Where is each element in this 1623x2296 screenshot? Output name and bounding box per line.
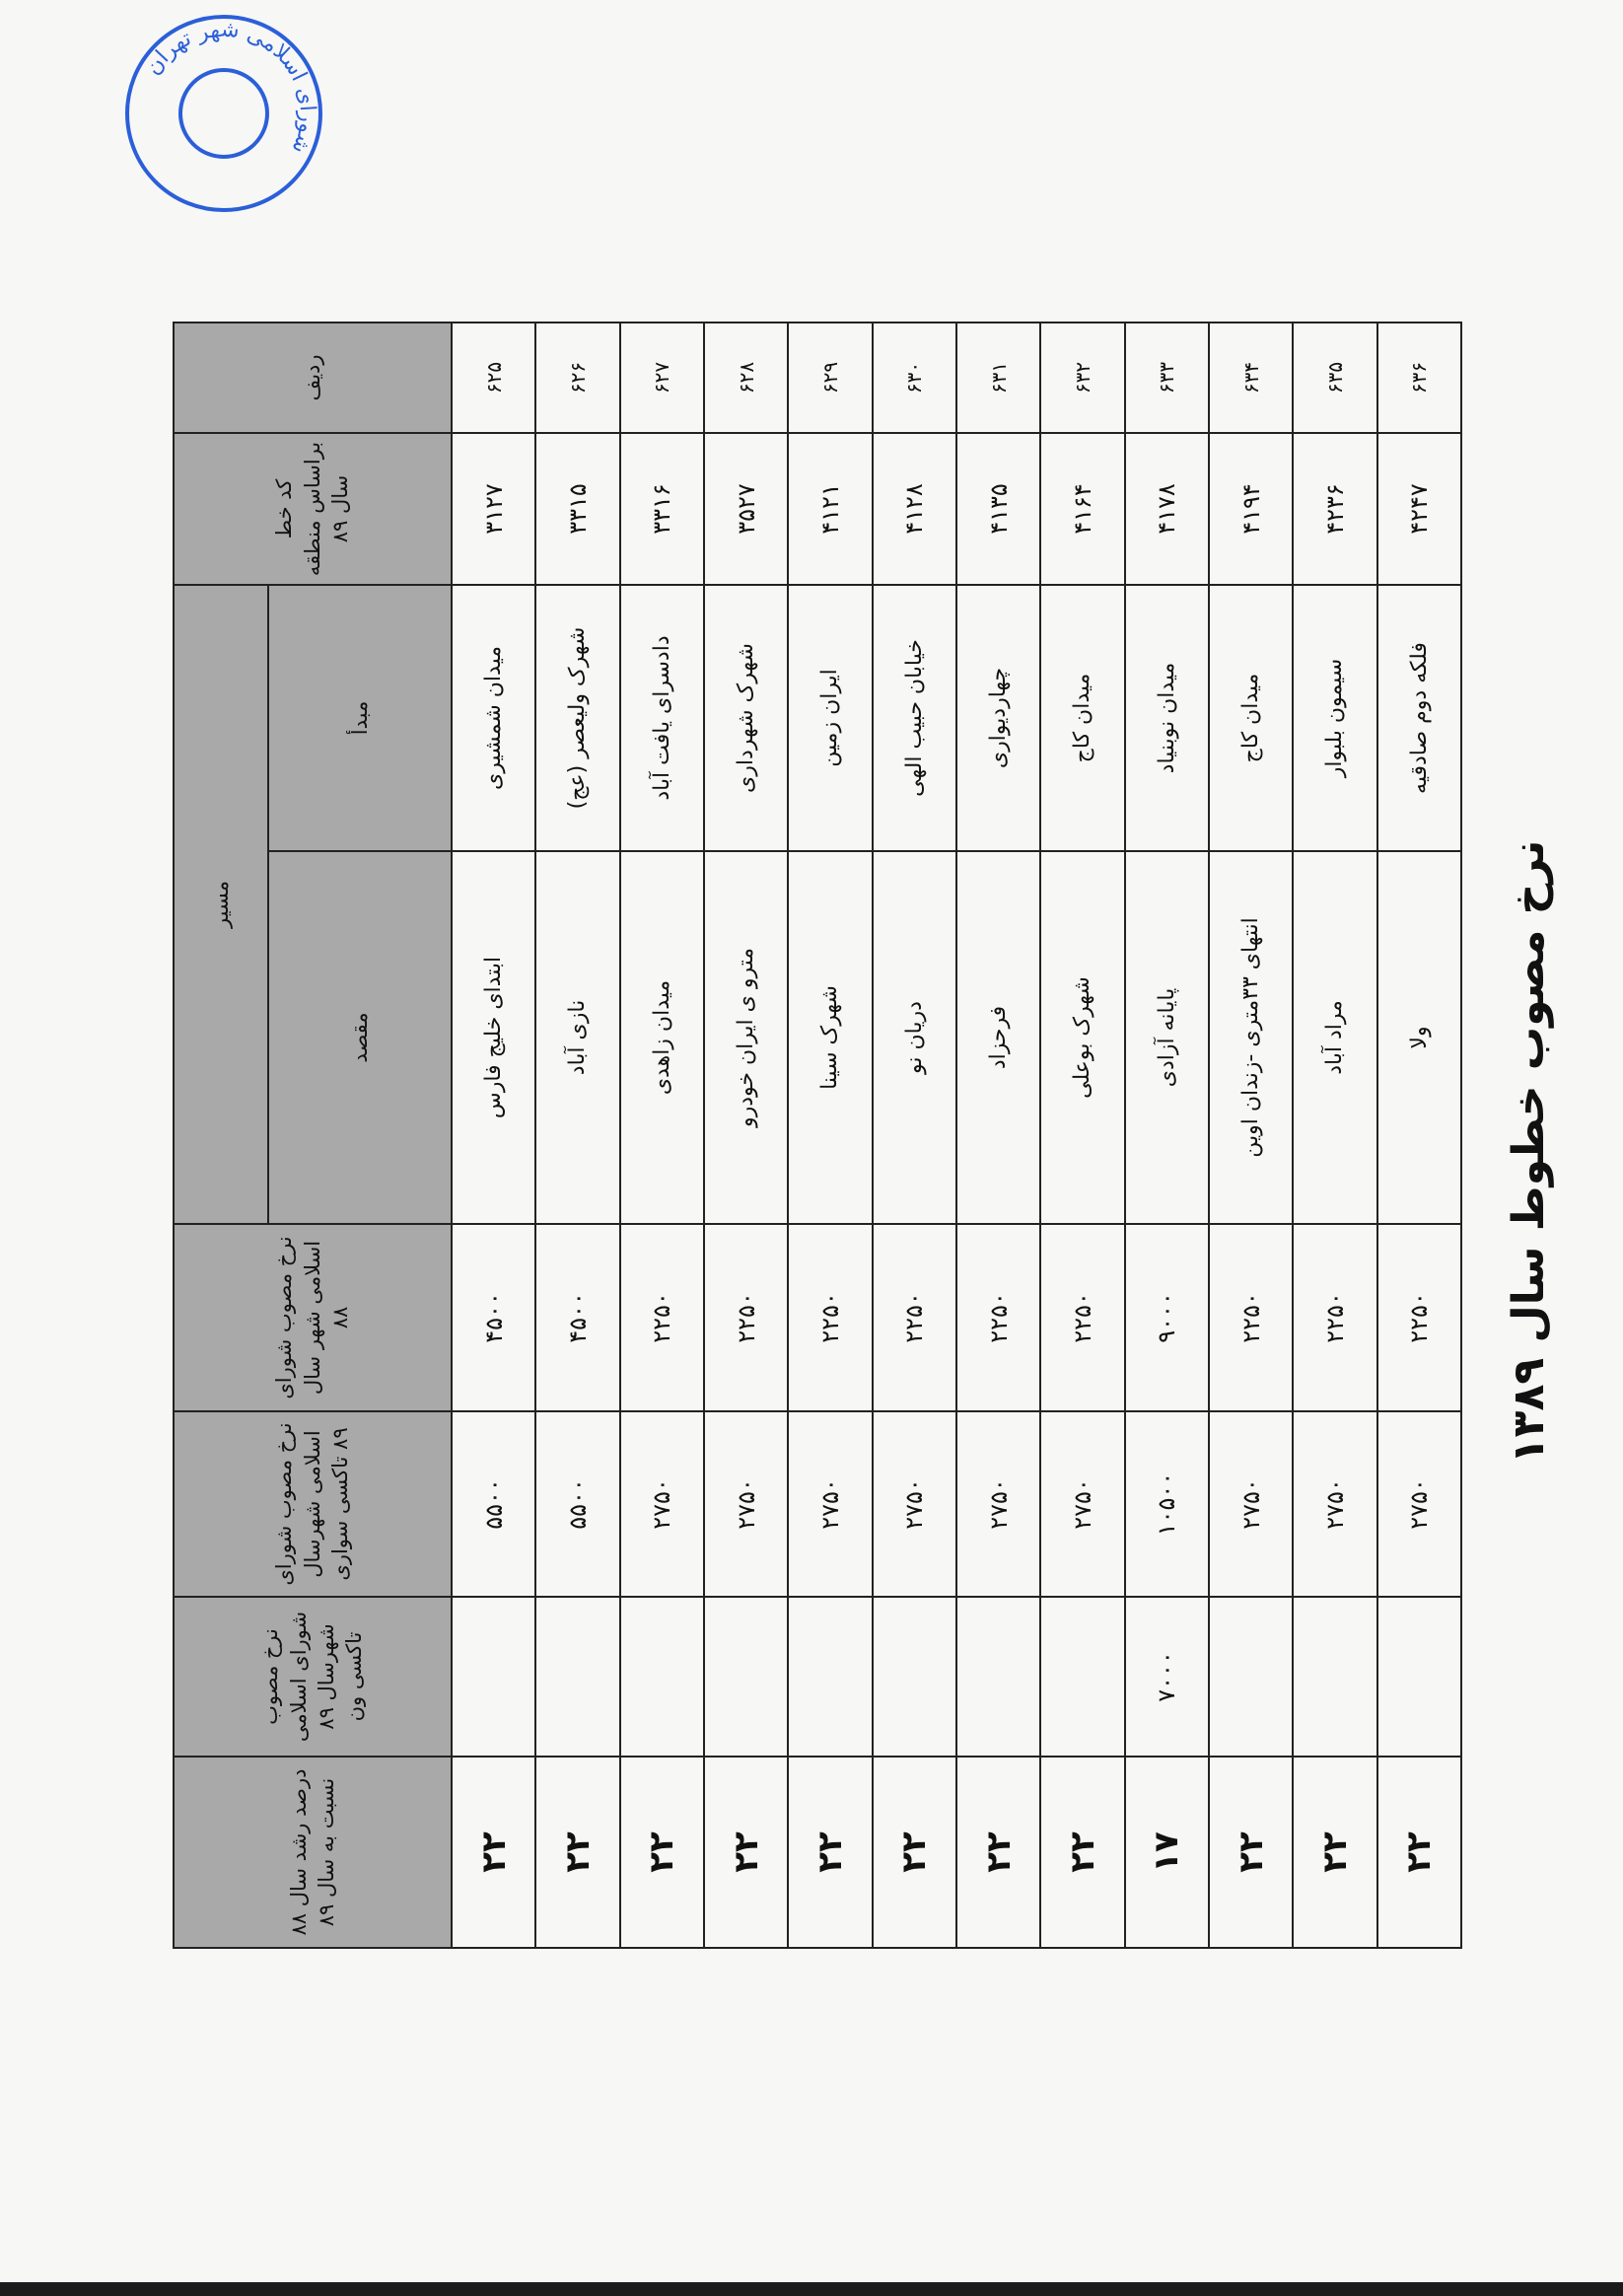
header-rate-88: نرخ مصوب شورای اسلامی شهر سال ۸۸: [174, 1224, 452, 1411]
cell-row-number: ۶۲۵: [452, 323, 535, 433]
cell-row-number: ۶۲۸: [704, 323, 788, 433]
cell-growth: ۲۲: [1293, 1757, 1376, 1948]
cell-row-number: ۶۳۴: [1209, 323, 1293, 433]
cell-rate-89-van: [535, 1597, 619, 1757]
cell-row-number: ۶۲۶: [535, 323, 619, 433]
cell-rate-89-van: [956, 1597, 1040, 1757]
cell-line-code: ۴۱۶۴: [1040, 433, 1124, 585]
cell-rate-89-van: [620, 1597, 704, 1757]
cell-origin: میدان نوبنیاد: [1125, 585, 1209, 851]
cell-rate-89-single: ۲۷۵۰: [1377, 1411, 1461, 1597]
cell-row-number: ۶۳۳: [1125, 323, 1209, 433]
cell-destination: دریان نو: [873, 851, 956, 1224]
header-growth: درصد رشد سال ۸۸ نسبت به سال ۸۹: [174, 1757, 452, 1948]
cell-rate-88: ۹۰۰۰: [1125, 1224, 1209, 1411]
table-row: [1040, 323, 1124, 1948]
cell-origin: میدان شمشیری: [452, 585, 535, 851]
cell-line-code: ۴۱۹۴: [1209, 433, 1293, 585]
cell-growth: ۲۲: [1209, 1757, 1293, 1948]
cell-destination: انتهای ۳۳متری -زندان اوین: [1209, 851, 1293, 1224]
rates-table: [173, 322, 1462, 1949]
cell-origin: ایران زمین: [788, 585, 872, 851]
cell-destination: نازی آباد: [535, 851, 619, 1224]
cell-rate-88: ۲۲۵۰: [873, 1224, 956, 1411]
cell-rate-89-van: ۷۰۰۰: [1125, 1597, 1209, 1757]
cell-destination: ابتدای خلیج فارس: [452, 851, 535, 1224]
cell-rate-89-van: [1377, 1597, 1461, 1757]
cell-origin: فلکه دوم صادقیه: [1377, 585, 1461, 851]
cell-growth: ۲۲: [788, 1757, 872, 1948]
cell-rate-89-single: ۲۷۵۰: [1040, 1411, 1124, 1597]
cell-rate-89-single: ۲۷۵۰: [873, 1411, 956, 1597]
cell-growth: ۲۲: [704, 1757, 788, 1948]
table-header: [174, 323, 452, 1948]
stamp-text: شورای اسلامی شهر تهران: [140, 17, 320, 158]
cell-origin: خیابان حبیب الهی: [873, 585, 956, 851]
cell-growth: ۲۲: [956, 1757, 1040, 1948]
cell-destination: میدان زاهدی: [620, 851, 704, 1224]
cell-line-code: ۴۱۷۸: [1125, 433, 1209, 585]
cell-line-code: ۴۲۴۷: [1377, 433, 1461, 585]
cell-rate-89-single: ۱۰۵۰۰: [1125, 1411, 1209, 1597]
page-title: نرخ مصوب خطوط سال ۱۳۸۹: [1504, 839, 1554, 1465]
cell-origin: میدان کاج: [1209, 585, 1293, 851]
cell-rate-88: ۲۲۵۰: [704, 1224, 788, 1411]
cell-destination: مراد آباد: [1293, 851, 1376, 1224]
table-row: [1293, 323, 1376, 1948]
cell-rate-89-single: ۲۷۵۰: [620, 1411, 704, 1597]
cell-rate-88: ۴۵۰۰: [535, 1224, 619, 1411]
cell-rate-88: ۲۲۵۰: [956, 1224, 1040, 1411]
table-row: [535, 323, 619, 1948]
header-route: مسیر: [174, 585, 268, 1224]
header-line-code: کد خط براساس منطقه سال ۸۹: [174, 433, 452, 585]
cell-growth: ۲۲: [1377, 1757, 1461, 1948]
table-row: [873, 323, 956, 1948]
cell-growth: ۲۲: [620, 1757, 704, 1948]
cell-rate-89-van: [788, 1597, 872, 1757]
cell-growth: ۱۷: [1125, 1757, 1209, 1948]
cell-row-number: ۶۲۷: [620, 323, 704, 433]
cell-rate-88: ۲۲۵۰: [1209, 1224, 1293, 1411]
cell-row-number: ۶۳۲: [1040, 323, 1124, 433]
cell-destination: فرحزاد: [956, 851, 1040, 1224]
cell-rate-88: ۲۲۵۰: [620, 1224, 704, 1411]
cell-rate-89-van: [873, 1597, 956, 1757]
cell-line-code: ۴۱۳۵: [956, 433, 1040, 585]
table-row: [1209, 323, 1293, 1948]
stamp-inner-ring: [180, 70, 267, 157]
council-stamp: [120, 10, 327, 217]
cell-rate-89-single: ۵۵۰۰: [452, 1411, 535, 1597]
cell-destination: ولا: [1377, 851, 1461, 1224]
table-row: [620, 323, 704, 1948]
cell-rate-89-single: ۲۷۵۰: [956, 1411, 1040, 1597]
cell-row-number: ۶۳۱: [956, 323, 1040, 433]
cell-rate-88: ۲۲۵۰: [1377, 1224, 1461, 1411]
cell-origin: میدان کاج: [1040, 585, 1124, 851]
table-row: [788, 323, 872, 1948]
cell-destination: پایانه آزادی: [1125, 851, 1209, 1224]
cell-rate-88: ۲۲۵۰: [788, 1224, 872, 1411]
cell-rate-89-single: ۲۷۵۰: [788, 1411, 872, 1597]
cell-growth: ۲۲: [1040, 1757, 1124, 1948]
cell-origin: شهرک ولیعصر (عج): [535, 585, 619, 851]
cell-growth: ۲۲: [452, 1757, 535, 1948]
header-rate-89-single: نرخ مصوب شورای اسلامی شهرسال ۸۹ تاکسی سواری: [174, 1411, 452, 1597]
cell-line-code: ۳۱۲۷: [452, 433, 535, 585]
header-row-number: ردیف: [174, 323, 452, 433]
cell-rate-89-van: [452, 1597, 535, 1757]
table-row: [1377, 323, 1461, 1948]
cell-origin: چهاردیواری: [956, 585, 1040, 851]
cell-rate-88: ۲۲۵۰: [1040, 1224, 1124, 1411]
cell-destination: شهرک سینا: [788, 851, 872, 1224]
cell-rate-89-single: ۵۵۰۰: [535, 1411, 619, 1597]
cell-row-number: ۶۳۰: [873, 323, 956, 433]
cell-origin: دادسرای یافت آباد: [620, 585, 704, 851]
cell-rate-89-van: [704, 1597, 788, 1757]
header-rate-89-van: نرخ مصوب شورای اسلامی شهرسال ۸۹ تاکسی ون: [174, 1597, 452, 1757]
table-row: [452, 323, 535, 1948]
cell-rate-88: ۴۵۰۰: [452, 1224, 535, 1411]
cell-growth: ۲۲: [535, 1757, 619, 1948]
cell-rate-89-single: ۲۷۵۰: [1293, 1411, 1376, 1597]
cell-row-number: ۶۳۵: [1293, 323, 1376, 433]
cell-row-number: ۶۲۹: [788, 323, 872, 433]
cell-destination: مترو ی ایران خودرو: [704, 851, 788, 1224]
table-row: [704, 323, 788, 1948]
cell-destination: شهرک بوعلی: [1040, 851, 1124, 1224]
cell-line-code: ۴۲۳۶: [1293, 433, 1376, 585]
cell-origin: سیمون بلبوار: [1293, 585, 1376, 851]
cell-rate-89-single: ۲۷۵۰: [1209, 1411, 1293, 1597]
cell-line-code: ۴۱۲۱: [788, 433, 872, 585]
header-destination: مقصد: [268, 851, 452, 1224]
header-origin: مبدأ: [268, 585, 452, 851]
cell-line-code: ۳۵۲۷: [704, 433, 788, 585]
table-row: [1125, 323, 1209, 1948]
cell-line-code: ۴۱۲۸: [873, 433, 956, 585]
table-row: [956, 323, 1040, 1948]
cell-rate-88: ۲۲۵۰: [1293, 1224, 1376, 1411]
cell-line-code: ۳۳۱۶: [620, 433, 704, 585]
cell-row-number: ۶۳۶: [1377, 323, 1461, 433]
cell-rate-89-van: [1293, 1597, 1376, 1757]
cell-rate-89-van: [1209, 1597, 1293, 1757]
cell-growth: ۲۲: [873, 1757, 956, 1948]
cell-line-code: ۳۳۱۵: [535, 433, 619, 585]
cell-rate-89-single: ۲۷۵۰: [704, 1411, 788, 1597]
cell-rate-89-van: [1040, 1597, 1124, 1757]
cell-origin: شهرک شهرداری: [704, 585, 788, 851]
